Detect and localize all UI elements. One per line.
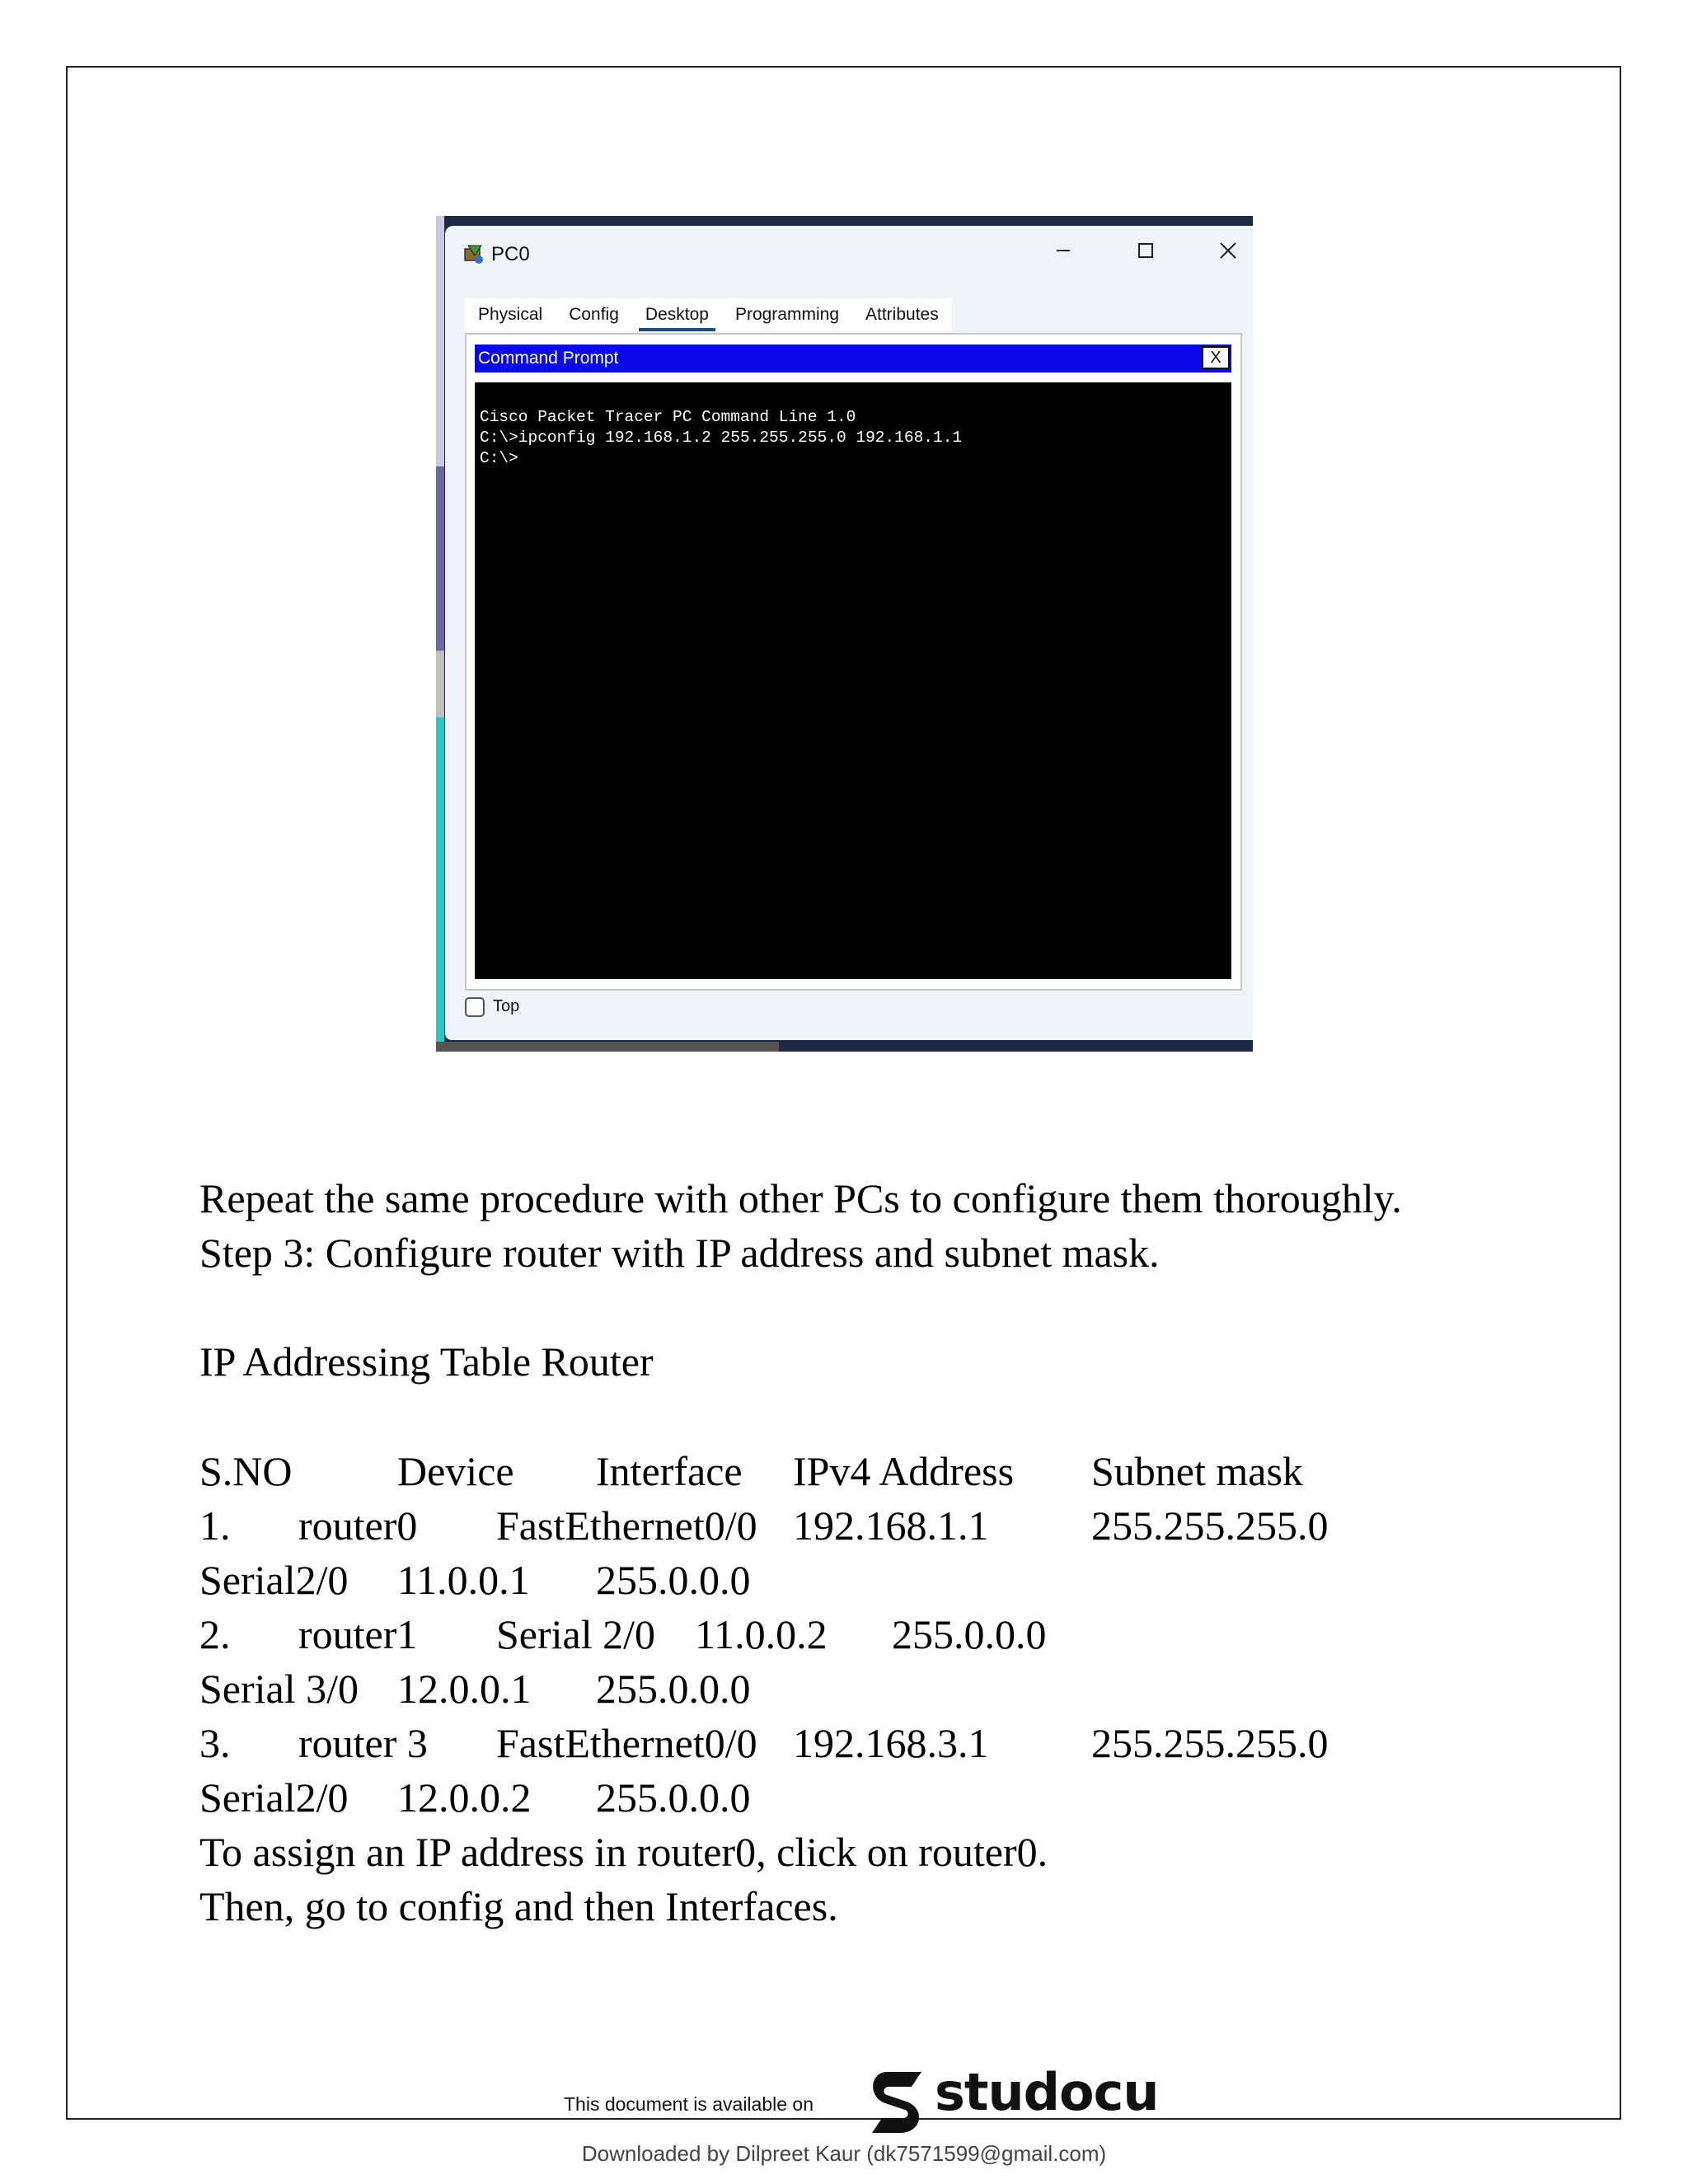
table-cell: 255.255.255.0 (1091, 1720, 1329, 1766)
background-app-strip (436, 216, 444, 1052)
terminal-prompt: C:\> (480, 449, 518, 467)
table-cell: 255.0.0.0 (892, 1611, 1047, 1657)
instruction-text: Repeat the same procedure with other PCs to configure them thoroughly. (199, 1175, 1402, 1221)
top-checkbox-label: Top (493, 997, 520, 1015)
command-prompt-title: Command Prompt (478, 349, 619, 368)
table-cell: 12.0.0.2 (397, 1774, 532, 1821)
table-cell: Serial2/0 (199, 1557, 349, 1603)
title-bar[interactable] (445, 226, 1253, 277)
table-cell: 192.168.1.1 (793, 1502, 989, 1549)
table-cell: 11.0.0.1 (397, 1557, 530, 1603)
table-cell: 11.0.0.2 (695, 1611, 828, 1657)
table-cell: FastEthernet0/0 (496, 1720, 757, 1766)
table-cell: 12.0.0.1 (397, 1666, 532, 1712)
table-cell: 2. (199, 1611, 231, 1657)
table-cell: 3. (199, 1720, 231, 1766)
table-cell: Serial 3/0 (199, 1666, 359, 1712)
table-header-interface: Interface (596, 1448, 743, 1494)
table-cell: FastEthernet0/0 (496, 1502, 757, 1549)
top-checkbox[interactable] (465, 997, 485, 1017)
table-cell: 255.0.0.0 (596, 1557, 751, 1603)
instruction-text: Then, go to config and then Interfaces. (199, 1883, 838, 1929)
tab-bar (465, 298, 952, 331)
tab-physical[interactable]: Physical (478, 305, 543, 324)
pc0-window (445, 226, 1253, 1040)
close-button[interactable] (1203, 234, 1253, 267)
table-cell: 255.0.0.0 (596, 1774, 751, 1821)
table-cell: 192.168.3.1 (793, 1720, 989, 1766)
maximize-icon (1136, 241, 1156, 260)
packet-tracer-pc-icon (463, 244, 485, 265)
tab-programming[interactable]: Programming (734, 305, 839, 324)
minimize-icon (1053, 241, 1073, 260)
table-cell: 255.0.0.0 (596, 1666, 751, 1712)
table-cell: Serial 2/0 (496, 1611, 656, 1657)
close-icon (1217, 240, 1239, 261)
horizontal-scrollbar[interactable] (436, 1042, 779, 1052)
window-title: PC0 (491, 243, 530, 265)
instruction-text: To assign an IP address in router0, click on router0. (199, 1829, 1048, 1875)
maximize-button[interactable] (1121, 234, 1170, 267)
tab-config[interactable]: Config (569, 305, 619, 324)
table-cell: Serial2/0 (199, 1774, 349, 1821)
table-cell: router0 (298, 1502, 418, 1549)
step-3-heading: Step 3: Configure router with IP address and subnet mask. (199, 1230, 1160, 1276)
download-credit: Downloaded by Dilpreet Kaur (dk7571599@gmail.com) (581, 2141, 1107, 2166)
minimize-button[interactable] (1039, 234, 1088, 267)
table-title: IP Addressing Table Router (199, 1338, 654, 1385)
table-header-sno: S.NO (199, 1448, 293, 1494)
studocu-brand[interactable]: studocu (935, 2062, 1159, 2122)
table-cell: 255.255.255.0 (1091, 1502, 1329, 1549)
table-cell: 1. (199, 1502, 231, 1549)
command-prompt-close-button[interactable]: X (1202, 346, 1230, 369)
table-cell: router1 (298, 1611, 418, 1657)
tab-attributes[interactable]: Attributes (865, 305, 939, 324)
studocu-logo-icon (864, 2069, 930, 2136)
screenshot-pc0-window (436, 216, 1253, 1052)
terminal-output[interactable] (475, 382, 1231, 979)
table-header-subnet: Subnet mask (1091, 1448, 1303, 1494)
table-header-ipv4: IPv4 Address (793, 1448, 1015, 1494)
terminal-line: C:\>ipconfig 192.168.1.2 255.255.255.0 192.168.1.1 (480, 429, 963, 447)
table-header-device: Device (397, 1448, 514, 1494)
desktop-panel (465, 333, 1242, 991)
command-prompt-titlebar (475, 344, 1231, 373)
table-cell: router 3 (298, 1720, 428, 1766)
terminal-line: Cisco Packet Tracer PC Command Line 1.0 (480, 408, 856, 426)
availability-text: This document is available on (564, 2093, 814, 2115)
tab-desktop[interactable]: Desktop (632, 298, 722, 331)
